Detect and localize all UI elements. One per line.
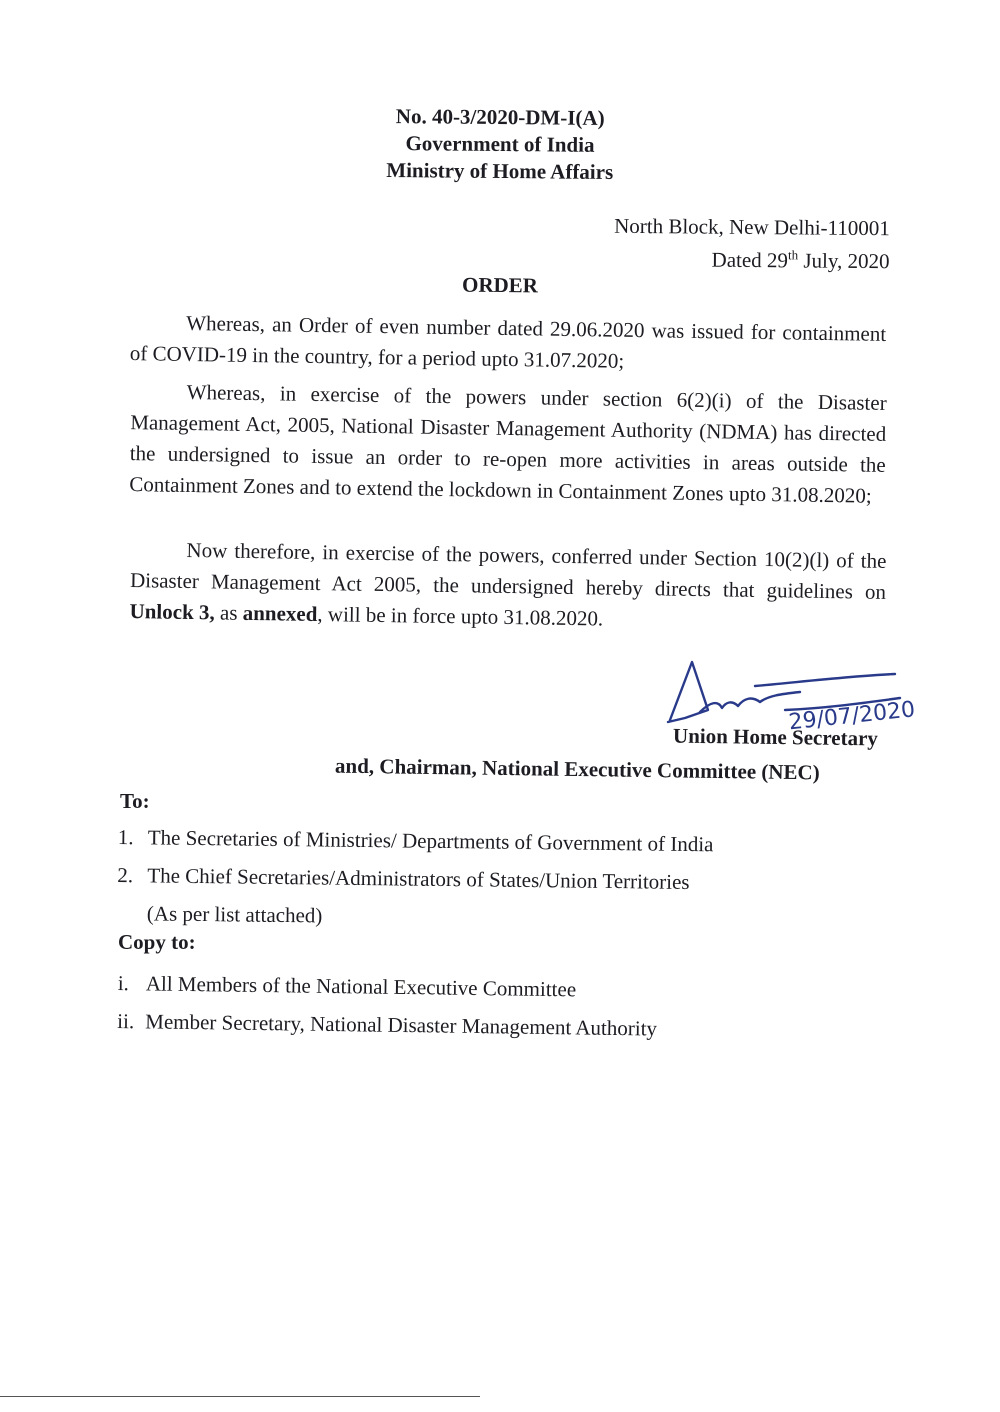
copy-list bbox=[117, 968, 838, 1054]
date-line: Dated 29th July, 2020 bbox=[711, 247, 890, 274]
list-note: (As per list attached) bbox=[146, 901, 323, 928]
unlock-3-text: Unlock 3, bbox=[129, 599, 215, 625]
government-name: Government of India bbox=[405, 131, 595, 157]
ministry-name: Ministry of Home Affairs bbox=[386, 158, 614, 184]
location: North Block, New Delhi-110001 bbox=[614, 213, 891, 241]
paragraph-1: Whereas, an Order of even number dated 29.06.2020 was issued for containment of COVID-19 in the country, for a period upto 31.07.2020; bbox=[129, 310, 887, 373]
copy-to-label: Copy to: bbox=[118, 930, 196, 954]
paragraph-3: Now therefore, in exercise of the powers, conferred under Section 10(2)(l) of the Disaster Management Act 2005, the undersigned hereby directs that guidelines on Unlock 3, as annexed, will be in force upto 31.08.2020. bbox=[129, 537, 887, 631]
list-item: 1. The Secretaries of Ministries/ Departments of Government of India bbox=[117, 824, 714, 857]
to-label: To: bbox=[120, 789, 150, 813]
paragraph-2: Whereas, in exercise of the powers under section 6(2)(i) of the Disaster Management Act, 2005, National Disaster Management Authority (NDMA) has directed the undersigned to issue an order to re-open more activities in areas outside the Containment Zones and to extend the lockdown in Containment Zones upto 31.08.2020; bbox=[129, 379, 887, 508]
list-item: i. All Members of the National Executive Committee bbox=[117, 970, 577, 1002]
recipient-list bbox=[117, 822, 838, 937]
list-item: 2. The Chief Secretaries/Administrators of States/Union Territories bbox=[117, 862, 690, 894]
handwritten-date: 29/07/2020 bbox=[787, 697, 917, 736]
signatory-designation: and, Chairman, National Executive Committee (NEC) bbox=[334, 753, 820, 785]
annexed-text: annexed bbox=[242, 600, 318, 627]
address-block bbox=[614, 212, 890, 275]
signatory-title: Union Home Secretary bbox=[672, 723, 879, 751]
order-number: No. 40-3/2020-DM-I(A) bbox=[395, 104, 605, 130]
document-header bbox=[0, 100, 1000, 190]
scan-edge-line bbox=[0, 1396, 480, 1397]
order-title: ORDER bbox=[461, 272, 539, 298]
list-item: ii. Member Secretary, National Disaster Management Authority bbox=[117, 1008, 658, 1041]
